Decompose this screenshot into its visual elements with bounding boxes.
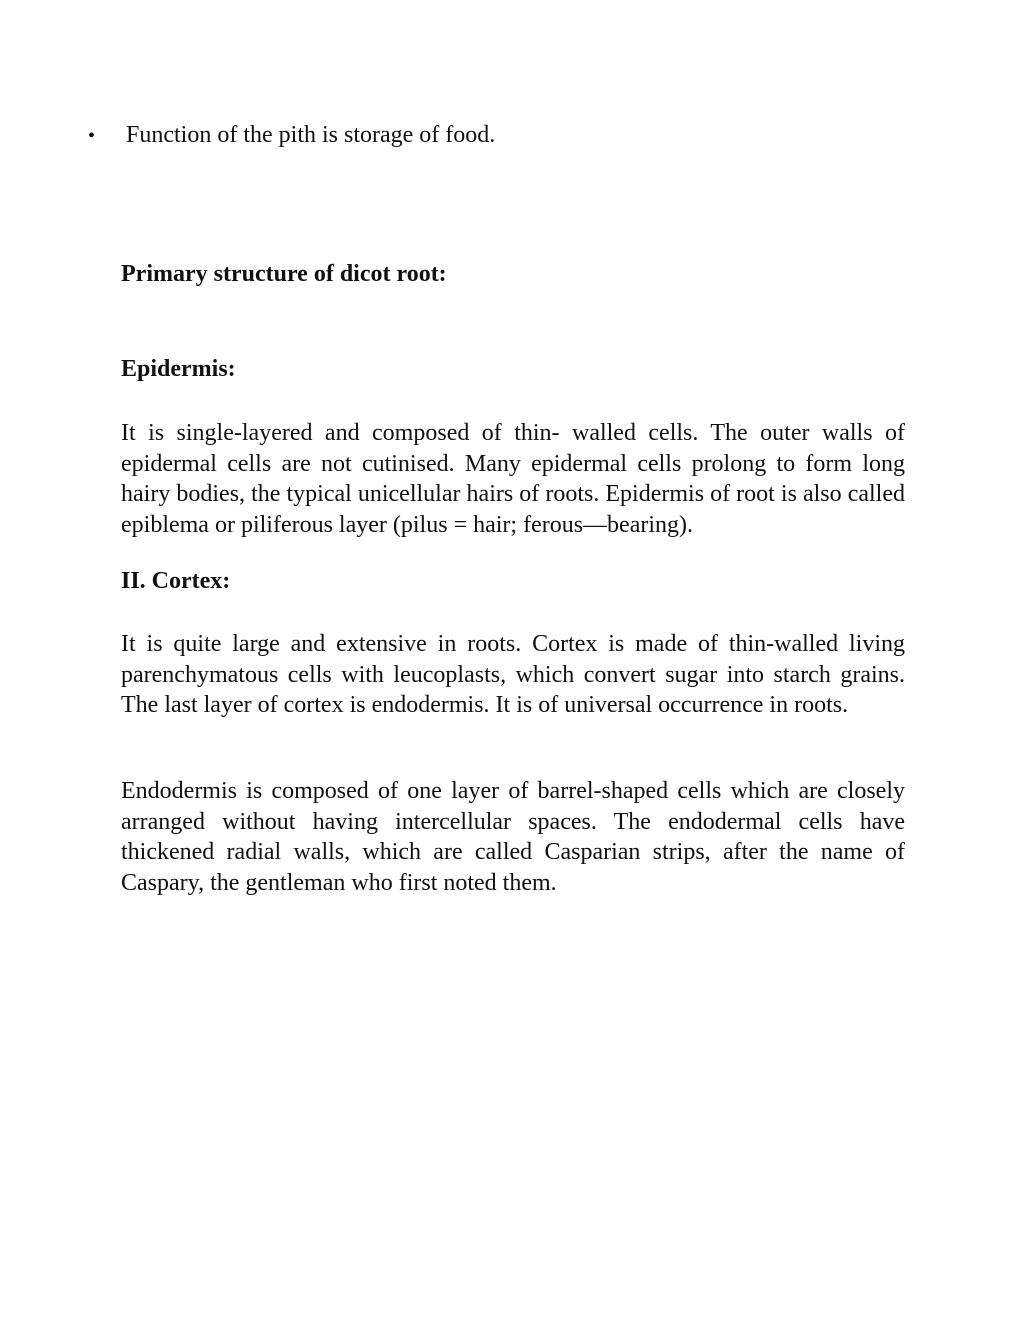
paragraph-cortex: It is quite large and extensive in roots. Cortex is made of thin-walled living parenchymatous cells with leucoplasts, which convert sugar into starch grains. The last layer of cortex is endodermis. It is of universal occurrence in roots.: [121, 631, 905, 719]
bullet-icon: •: [88, 125, 96, 147]
bullet-item: [88, 120, 495, 152]
paragraph-endodermis: Endodermis is composed of one layer of barrel-shaped cells which are closely arranged without having intercellular spaces. The endodermal cells have thickened radial walls, which are called Casparian strips, after the name of Caspary, the gentleman who first noted them.: [121, 778, 905, 896]
section-heading-epidermis: Epidermis:: [121, 356, 236, 382]
bullet-text: Function of the pith is storage of food.: [126, 122, 496, 148]
paragraph-epidermis: It is single-layered and composed of thin- walled cells. The outer walls of epidermal cells are not cutinised. Many epidermal cells prolong to form long hairy bodies, the typical unicellular hairs of roots. Epidermis of root is also called epiblema or piliferous layer (pilus = hair; ferous—bearing).: [121, 420, 905, 538]
section-heading-primary-structure: Primary structure of dicot root:: [121, 261, 447, 287]
section-heading-cortex: II. Cortex:: [121, 568, 231, 594]
